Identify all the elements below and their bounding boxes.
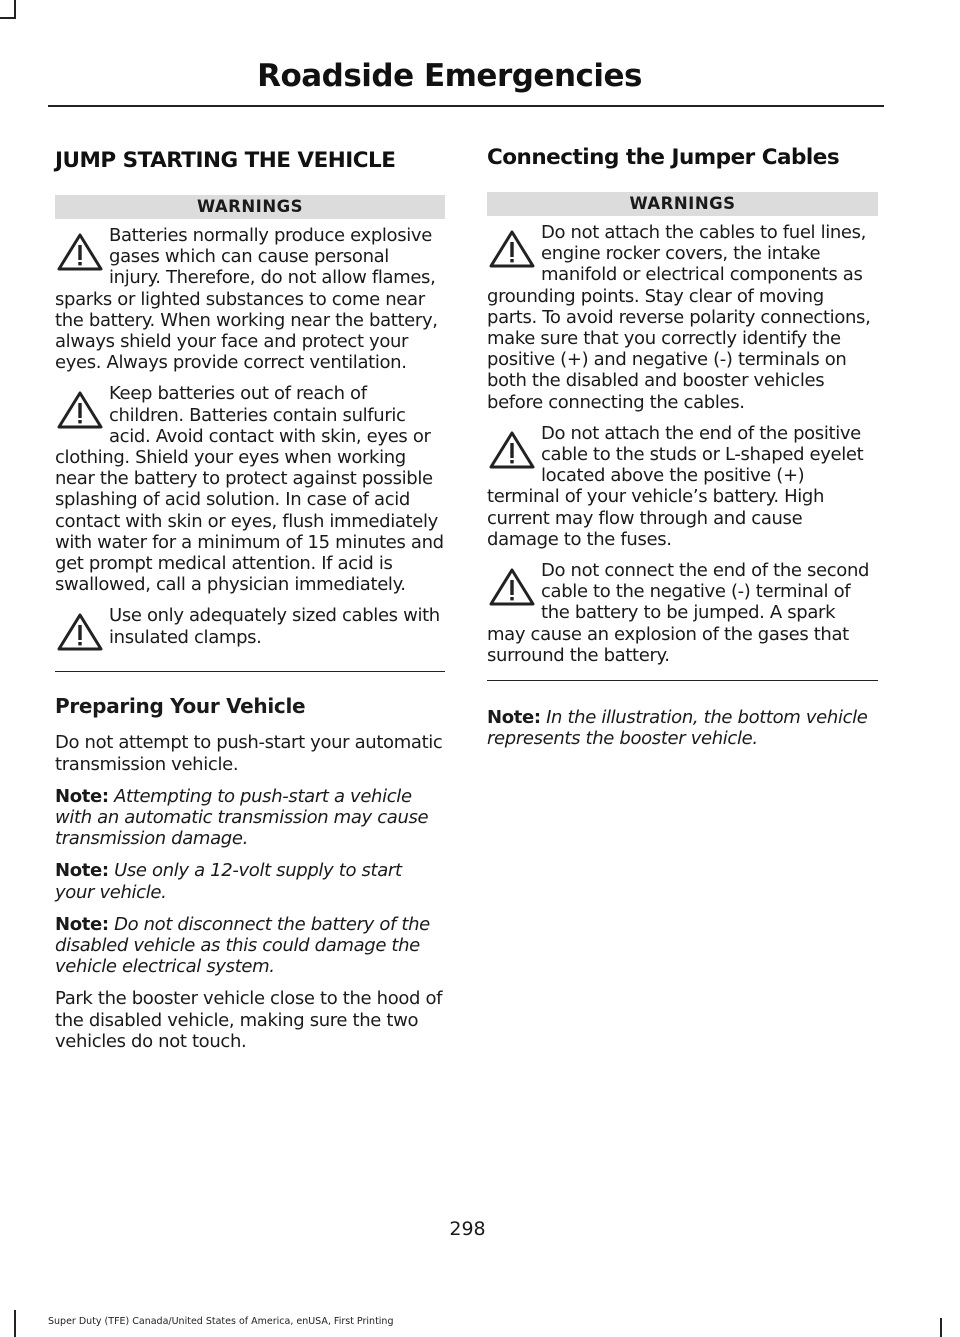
warning-item <box>55 605 445 657</box>
warning-text: Keep batteries out of reach of children. Batteries contain sulfuric acid. Avoid contact with skin, eyes or clothing. Shield your eyes when working near the battery to protect against possible splashing of acid solution. In case of acid contact with skin or eyes, flush immediately with water for a minimum of 15 minutes and get prompt medical attention. If acid is swallowed, call a physician immediately. <box>55 383 444 596</box>
note <box>487 707 878 749</box>
left-column <box>55 140 445 1063</box>
note <box>55 860 445 902</box>
header-rule <box>48 105 884 107</box>
section-title: Connecting the Jumper Cables <box>487 145 840 170</box>
note-text: Attempting to push-start a vehicle with an automatic transmission may cause transmission damage. <box>55 785 429 850</box>
warning-text: Do not attach the cables to fuel lines, engine rocker covers, the intake manifold or electrical components as grounding points. Stay clear of moving parts. To avoid reverse polarity connections, make sure that you correctly identify the positive (+) and negative (-) terminals on both the disabled and booster vehicles before connecting the cables. <box>487 222 871 413</box>
warning-triangle-icon <box>55 385 109 435</box>
note-label: Note: <box>55 913 109 935</box>
crop-mark <box>0 17 16 19</box>
note-label: Note: <box>55 860 109 882</box>
warning-item <box>487 560 878 666</box>
warning-item <box>487 222 878 413</box>
page-number: 298 <box>449 1218 486 1240</box>
warning-item <box>487 423 878 550</box>
paragraph: Do not attempt to push-start your automatic transmission vehicle. <box>55 732 443 775</box>
warnings-end-rule <box>487 680 878 681</box>
note-label: Note: <box>55 785 109 807</box>
warning-triangle-icon <box>487 562 541 612</box>
paragraph: Park the booster vehicle close to the hood of the disabled vehicle, making sure the two vehicles do not touch. <box>55 988 443 1052</box>
section-title: JUMP STARTING THE VEHICLE <box>55 148 396 173</box>
warnings-bar: WARNINGS <box>487 192 878 216</box>
warning-text: Do not attach the end of the positive cable to the studs or L-shaped eyelet located above the positive (+) terminal of your vehicle’s battery. High current may flow through and cause damage to the fuses. <box>487 422 864 550</box>
page-header-title: Roadside Emergencies <box>257 58 642 94</box>
warning-triangle-icon <box>487 224 541 274</box>
warning-item <box>55 383 445 595</box>
warning-text: Do not connect the end of the second cable to the negative (-) terminal of the battery to be jumped. A spark may cause an explosion of the gases that surround the battery. <box>487 560 870 666</box>
note <box>55 914 445 978</box>
subsection-title: Preparing Your Vehicle <box>55 694 306 719</box>
warning-triangle-icon <box>55 607 109 657</box>
footer-text: Super Duty (TFE) Canada/United States of America, enUSA, First Printing <box>48 1316 394 1327</box>
right-column <box>487 140 878 760</box>
note-text: In the illustration, the bottom vehicle represents the booster vehicle. <box>487 707 868 750</box>
crop-mark <box>940 1318 942 1337</box>
warnings-end-rule <box>55 671 445 672</box>
crop-mark <box>14 1310 16 1337</box>
warning-triangle-icon <box>55 227 109 277</box>
note <box>55 786 445 850</box>
warning-text: Use only adequately sized cables with insulated clamps. <box>109 605 440 648</box>
warning-text: Batteries normally produce explosive gases which can cause personal injury. Therefore, do not allow flames, sparks or lighted substances to come near the battery. When working near the battery, always shield your face and protect your eyes. Always provide correct ventilation. <box>55 225 438 374</box>
warning-item <box>55 225 445 373</box>
note-label: Note: <box>487 707 541 729</box>
warnings-bar: WARNINGS <box>55 195 445 219</box>
note-text: Do not disconnect the battery of the disabled vehicle as this could damage the vehicle electrical system. <box>55 913 430 978</box>
note-text: Use only a 12-volt supply to start your vehicle. <box>55 860 402 903</box>
warning-triangle-icon <box>487 425 541 475</box>
crop-mark <box>14 0 16 18</box>
